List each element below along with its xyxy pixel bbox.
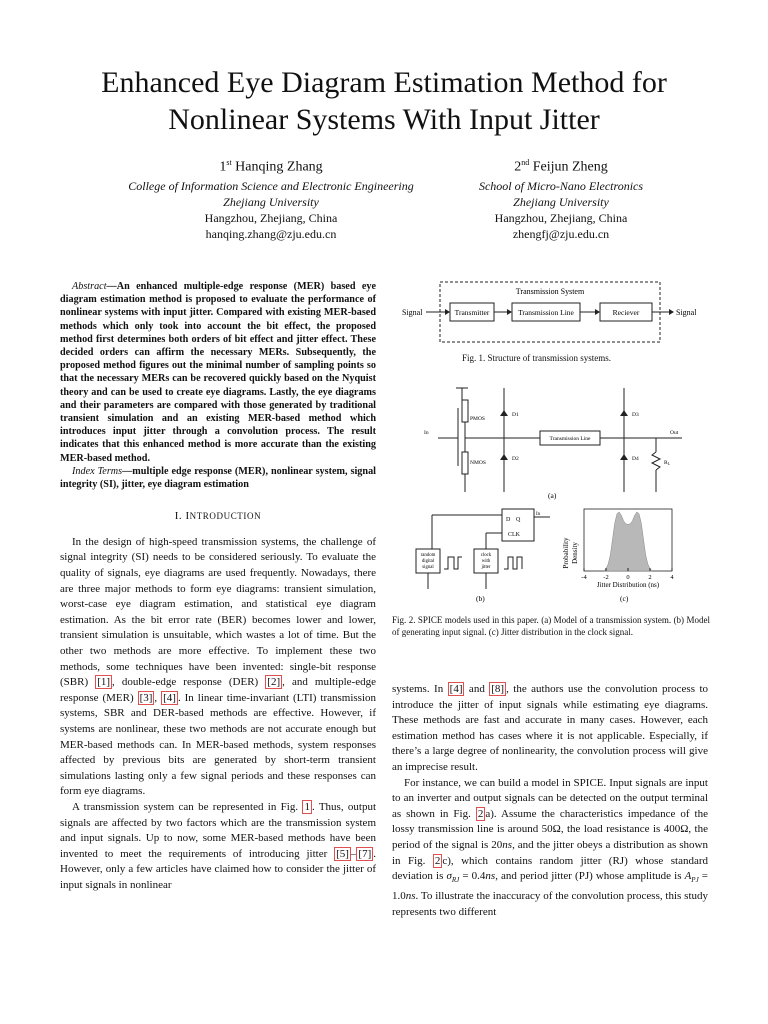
author-block-2 (426, 154, 696, 242)
author-email[interactable]: hanqing.zhang@zju.edu.cn (205, 226, 337, 241)
out-label: Out (670, 430, 679, 436)
d-label: D (506, 517, 511, 523)
x-tick-label: 0 (626, 574, 630, 581)
citation-link[interactable]: [5] (336, 847, 349, 860)
transmitter-label: Transmitter (454, 308, 490, 317)
index-terms: Index Terms—multiple edge response (MER), nonlinear system, signal integrity (SI), jitter, eye diagram estimation (60, 465, 376, 491)
svg-text:signal: signal (422, 565, 434, 570)
intro-paragraph-3: systems. In [4] and [8] , the authors use the convolution process to introduce the jitter of input signals while estimating eye diagrams. These methods are fast and accurate in many cases. However, each estimation method has cases where it is not applicable. Especially, if there’s a large degree of nonlinearity, the convolution process will give an imprecise result. (392, 683, 708, 773)
jitter-density-area (604, 512, 652, 571)
figure-2a-circuit (420, 380, 695, 502)
y-axis-label-1: Probability (562, 537, 570, 569)
citation-link[interactable]: [3] (139, 691, 153, 704)
title-line-1: Enhanced Eye Diagram Estimation Method for (101, 66, 667, 99)
intro-paragraph-4: For instance, we can build a model in SPICE. Input signals are input to an inverter and output signals can be detected on the output terminal as shown in Fig. 2 a). Assume the characteristics impedance of the lossy transmission line is around 50Ω, the load resistance is 400Ω, the period of the signal is 20ns, and the jitter obeys a distribution as shown in Fig. 2 c), which contains random jitter (RJ) whose standard deviation is $\sigma_{RJ} = 0.4ns$, and period jitter (PJ) whose amplitude is $A_{PJ} = 1.0ns$. To illustrate the inaccuracy of the convolution process, this study represents two different (392, 776, 708, 918)
figure-link[interactable]: 2 (434, 854, 441, 867)
d1-label: D1 (512, 412, 519, 418)
intro-paragraph-2: A transmission system can be represented in Fig. 1 . Thus, output signals are affected by two factors which are the transmission system and input signals. Up to now, some MER-based methods have been invented to meet the requirements of introducing jitter [5] – [7] . However, only a few articles have claimed how to consider the jitter of input signals in nonlinear (60, 800, 377, 891)
fig2b-label: (b) (476, 594, 485, 603)
citation-link[interactable]: [4] (449, 683, 463, 695)
x-axis-label: Jitter Distribution (ns) (596, 581, 660, 589)
transmission-line-label: Transmission Line (518, 308, 574, 317)
abstract (60, 280, 376, 491)
author-dept: College of Information Science and Electronic Engineering (128, 178, 414, 193)
author-org: Zhejiang University (223, 194, 319, 209)
output-signal-label: Signal (676, 308, 697, 317)
x-tick-labels (581, 568, 674, 581)
clk-label: CLK (508, 532, 520, 538)
arrow-in-head (445, 309, 450, 315)
author-block-1 (106, 154, 436, 242)
figure-1-caption: Fig. 1. Structure of transmission systems. (462, 353, 611, 363)
author-name: 1st Hanqing Zhang (219, 158, 323, 175)
x-tick-label: -4 (581, 574, 587, 581)
fig2c-label: (c) (620, 594, 629, 603)
x-tick-label: 4 (670, 574, 674, 581)
figure-link[interactable]: 1 (304, 800, 310, 813)
figure-2b-circuit (412, 505, 562, 605)
figure-2c-chart (558, 505, 688, 605)
q-label: Q (516, 517, 521, 523)
intro-paragraph-1: In the design of high-speed transmission systems, the challenge of signal integrity (SI) needs to be considered seriously. To evaluate the quality of signals, eye diagrams are used frequently. Nowadays, there are three major methods to form eye diagrams: transient simulation, worst-case eye diagram estimation, and statistical eye diagram estimation. As the bit error rate (BER) becomes lower and lower, transient simulation is unsuitable, which wastes a lot of time. But the other two methods are more effective. To implement these two methods, some techniques have been invented: single-bit response (SBR) [1] , double-edge response (DER) [2] , and multiple-edge response (MER) [3] , [4] . In linear time-invariant (LTI) transmission systems, SBR and DER-based methods are effective. However, if systems are nonlinear, these two methods are not accurate enough but MER-based methods can. In MER-based methods, system responses affected by previous bits are generated by short-term transient simulations lasting only a few signal periods and these responses can form eye diagrams. (60, 535, 377, 798)
nmos-label: NMOS (470, 460, 486, 466)
citation-link[interactable]: [8] (491, 683, 505, 695)
citation-link[interactable]: [2] (267, 676, 281, 689)
svg-text:digital: digital (421, 559, 435, 564)
d4-label: D4 (632, 456, 639, 462)
abstract-text: Abstract—An enhanced multiple-edge response (MER) based eye diagram estimation method is proposed to evaluate the performance of nonlinear systems with input jitter. Compared with existing MER-based methods which only took into account the bit effect, the proposed method first determines both orders of bit effect and jitter effect. These decided orders can affirm the necessary MERs. Subsequently, the proposed method figures out the minimal number of sampling points so that the necessary MERs can be recovered quickly based on the Nyquist theory and can be used to create eye diagrams. Lastly, the eye diagrams and their parameters are compared with those generated by traditional transient simulation and an existing MER-based method which introduces input jitter through a convolution process. The result indicates that this enhanced method is more accurate than the existing MER-based method. (60, 281, 376, 464)
pmos-label: PMOS (470, 416, 485, 422)
input-signal-label: Signal (402, 308, 423, 317)
in-label: In (536, 512, 541, 517)
figure-2-caption: Fig. 2. SPICE models used in this paper. (a) Model of a transmission system. (b) Model of generating input signal. (c) Jitter distribution in the clock signal. (392, 615, 710, 637)
section-heading: I. INTRODUCTION (174, 510, 262, 523)
tline-label: Transmission Line (549, 436, 591, 442)
in-label: In (424, 430, 429, 436)
figure-link[interactable]: 2 (477, 807, 484, 820)
author-org: Zhejiang University (513, 194, 609, 209)
svg-text:jitter: jitter (481, 565, 491, 570)
author-location: Hangzhou, Zhejiang, China (494, 210, 628, 225)
svg-text:random: random (420, 553, 436, 558)
x-tick-label: 2 (648, 574, 652, 581)
citation-link[interactable]: [4] (163, 691, 176, 704)
author-location: Hangzhou, Zhejiang, China (204, 210, 338, 225)
citation-link[interactable]: [1] (97, 676, 111, 689)
author-email[interactable]: zhengfj@zju.edu.cn (512, 226, 610, 241)
svg-text:with: with (481, 559, 491, 564)
citation-link[interactable]: [7] (358, 847, 372, 860)
y-axis-label-2: Density (571, 542, 579, 564)
left-column (60, 280, 376, 894)
rl-label: RL (664, 460, 671, 466)
author-name: 2nd Feijun Zheng (514, 158, 608, 175)
figure-1-diagram (398, 280, 708, 348)
system-label: Transmission System (515, 287, 585, 296)
right-column (392, 682, 708, 920)
d3-label: D3 (632, 412, 639, 418)
d2-label: D2 (512, 456, 519, 462)
paper-title (40, 64, 728, 138)
receiver-label: Reciever (612, 308, 640, 317)
author-dept: School of Micro-Nano Electronics (478, 178, 644, 193)
title-line-2: Nonlinear Systems With Input Jitter (168, 103, 600, 136)
svg-text:clock: clock (480, 553, 492, 558)
fig2a-label: (a) (548, 491, 557, 500)
x-tick-label: -2 (603, 574, 609, 581)
